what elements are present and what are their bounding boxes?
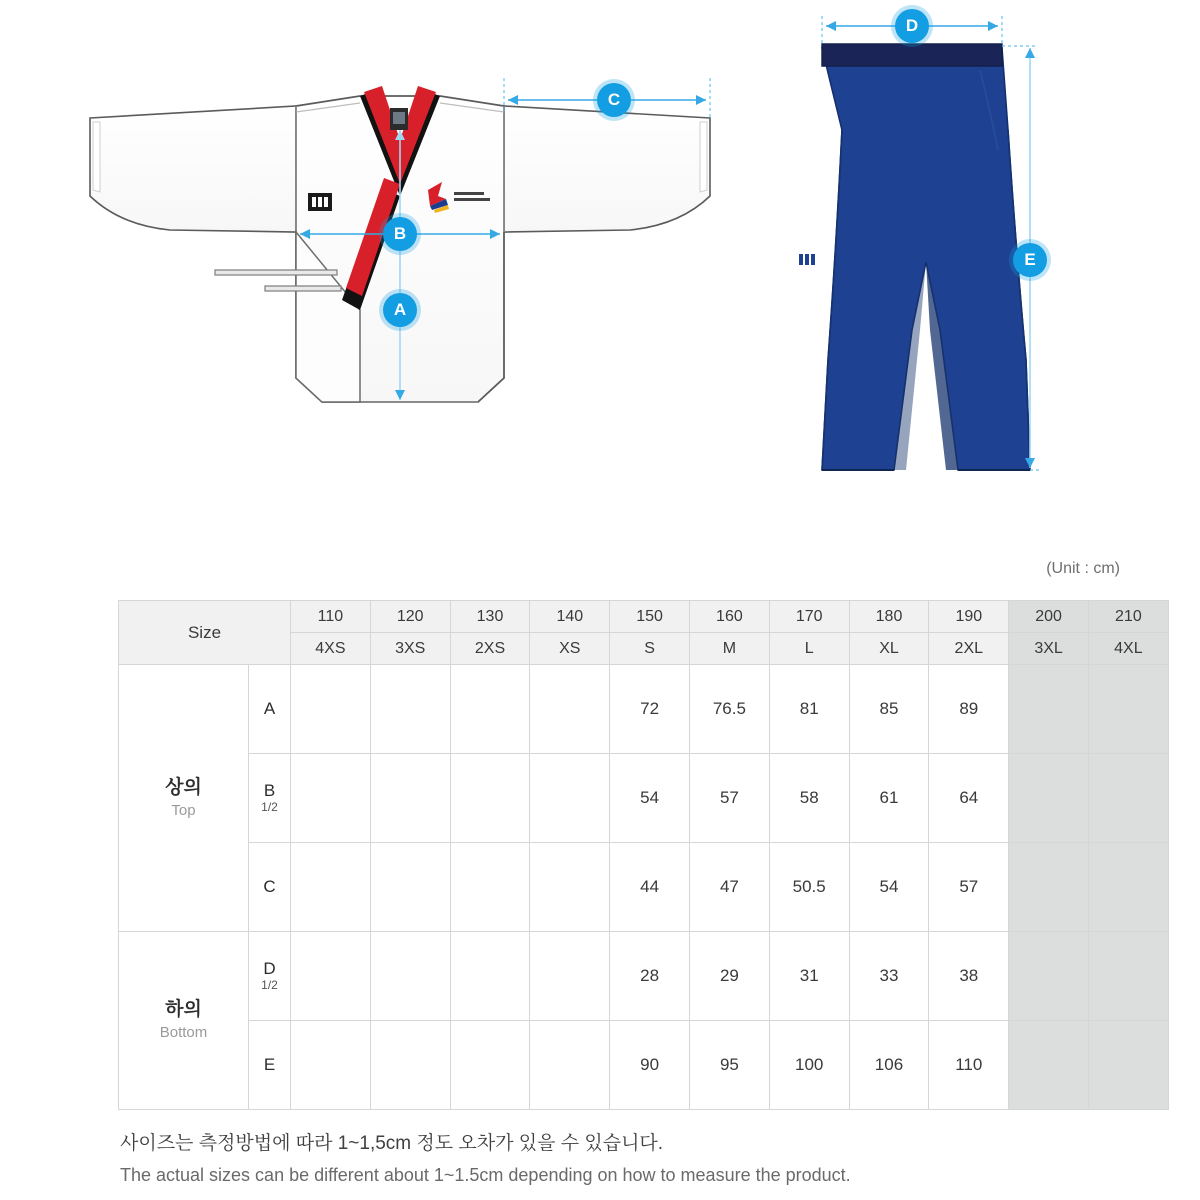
size-number-header: 110 — [291, 601, 371, 633]
measure-code-cell — [249, 843, 291, 932]
measurement-cell — [1088, 754, 1168, 843]
group-label-ko: 상의 — [165, 776, 202, 798]
dimension-marker-a: A — [383, 293, 417, 327]
size-number-header: 180 — [849, 601, 929, 633]
measurement-cell — [530, 1021, 610, 1110]
measure-code: C — [263, 876, 276, 896]
size-number-header: 130 — [450, 601, 530, 633]
measurement-cell — [1088, 665, 1168, 754]
measurement-cell: 29 — [690, 932, 770, 1021]
diagram-area — [0, 0, 1200, 540]
size-letter-header: 3XS — [370, 633, 450, 665]
size-number-header: 120 — [370, 601, 450, 633]
measurement-cell — [1009, 932, 1089, 1021]
group-label-bottom — [119, 932, 249, 1110]
measurement-cell — [1088, 932, 1168, 1021]
measure-code-cell — [249, 665, 291, 754]
size-header-label: Size — [119, 601, 291, 665]
measurement-cell — [1088, 843, 1168, 932]
pants-diagram — [740, 0, 1180, 520]
pants-outline — [822, 44, 1030, 470]
size-number-header: 200 — [1009, 601, 1089, 633]
measurement-cell: 100 — [769, 1021, 849, 1110]
measurement-cell — [1009, 665, 1089, 754]
dimension-marker-d: D — [895, 9, 929, 43]
dimension-marker-b: B — [383, 217, 417, 251]
mooto-logo-icon — [308, 193, 332, 211]
group-label-en: Bottom — [159, 1024, 208, 1041]
size-number-header: 190 — [929, 601, 1009, 633]
measurement-cell: 90 — [610, 1021, 690, 1110]
size-letter-header: 4XL — [1088, 633, 1168, 665]
measurement-cell — [450, 932, 530, 1021]
size-letter-header: 2XS — [450, 633, 530, 665]
size-number-header: 210 — [1088, 601, 1168, 633]
group-label-ko: 하의 — [165, 999, 202, 1021]
table-row — [119, 754, 1169, 843]
measurement-cell: 28 — [610, 932, 690, 1021]
measurement-cell: 81 — [769, 665, 849, 754]
measure-code-cell — [249, 754, 291, 843]
measurement-cell — [370, 754, 450, 843]
measurement-cell — [291, 1021, 371, 1110]
size-letter-header: 4XS — [291, 633, 371, 665]
measurement-cell — [530, 754, 610, 843]
measure-code: A — [263, 698, 276, 718]
measurement-cell — [291, 932, 371, 1021]
measurement-cell — [530, 932, 610, 1021]
measurement-cell — [291, 665, 371, 754]
measurement-cell — [1088, 1021, 1168, 1110]
measurement-cell — [450, 754, 530, 843]
size-chart-table-wrap — [118, 600, 1143, 1110]
measurement-cell: 89 — [929, 665, 1009, 754]
measurement-cell: 54 — [849, 843, 929, 932]
measurement-cell: 95 — [690, 1021, 770, 1110]
measurement-cell: 50.5 — [769, 843, 849, 932]
jacket-diagram — [60, 0, 740, 520]
measurement-cell — [370, 665, 450, 754]
table-row — [119, 843, 1169, 932]
table-row — [119, 665, 1169, 754]
table-body — [119, 665, 1169, 1110]
size-chart-table — [118, 600, 1169, 1110]
dimension-marker-e: E — [1013, 243, 1047, 277]
measure-code: E — [263, 1054, 276, 1074]
measurement-cell: 31 — [769, 932, 849, 1021]
footnote-english: The actual sizes can be different about 1~1.5cm depending on how to measure the product. — [120, 1165, 851, 1185]
size-number-header: 140 — [530, 601, 610, 633]
measure-code-fraction: 1/2 — [261, 800, 278, 815]
group-label-top — [119, 665, 249, 932]
measurement-cell: 38 — [929, 932, 1009, 1021]
measurement-cell: 33 — [849, 932, 929, 1021]
group-label-en: Top — [171, 801, 196, 819]
measurement-cell: 58 — [769, 754, 849, 843]
measurement-cell: 76.5 — [690, 665, 770, 754]
measurement-cell: 47 — [690, 843, 770, 932]
size-letter-header: 3XL — [1009, 633, 1089, 665]
measure-code: D — [263, 958, 276, 978]
size-letter-header: L — [769, 633, 849, 665]
measure-code-cell — [249, 1021, 291, 1110]
measurement-cell — [530, 843, 610, 932]
measurement-cell: 106 — [849, 1021, 929, 1110]
measurement-cell — [291, 843, 371, 932]
size-letter-header: XS — [530, 633, 610, 665]
measurement-cell — [450, 843, 530, 932]
mooto-logo-icon — [795, 250, 819, 269]
measurement-cell — [370, 1021, 450, 1110]
jacket-svg — [60, 0, 740, 520]
dimension-marker-c: C — [597, 83, 631, 117]
measurement-cell — [450, 665, 530, 754]
size-letter-header: XL — [849, 633, 929, 665]
measurement-cell — [291, 754, 371, 843]
size-letter-header: 2XL — [929, 633, 1009, 665]
size-number-header: 160 — [690, 601, 770, 633]
footnotes — [120, 1128, 1120, 1186]
measurement-cell — [450, 1021, 530, 1110]
measurement-cell — [370, 843, 450, 932]
table-header — [119, 601, 1169, 665]
measurement-cell — [530, 665, 610, 754]
measure-code-fraction: 1/2 — [261, 978, 278, 993]
measure-code-cell — [249, 932, 291, 1021]
measurement-cell: 110 — [929, 1021, 1009, 1110]
measure-code: B — [263, 780, 276, 800]
table-row — [119, 932, 1169, 1021]
measurement-cell: 44 — [610, 843, 690, 932]
pants-svg — [740, 0, 1180, 520]
measurement-cell: 64 — [929, 754, 1009, 843]
measurement-cell — [370, 932, 450, 1021]
footnote-korean: 사이즈는 측정방법에 따라 1~1,5cm 정도 오차가 있을 수 있습니다. — [120, 1133, 664, 1154]
measurement-cell — [1009, 843, 1089, 932]
measurement-cell: 57 — [929, 843, 1009, 932]
measurement-cell — [1009, 1021, 1089, 1110]
measurement-cell: 61 — [849, 754, 929, 843]
size-number-header: 150 — [610, 601, 690, 633]
measurement-cell: 54 — [610, 754, 690, 843]
unit-note: (Unit : cm) — [1046, 560, 1120, 577]
measurement-cell — [1009, 754, 1089, 843]
size-letter-header: S — [610, 633, 690, 665]
measurement-cell: 57 — [690, 754, 770, 843]
measurement-cell: 72 — [610, 665, 690, 754]
size-letter-header: M — [690, 633, 770, 665]
table-row — [119, 1021, 1169, 1110]
header-row-numbers — [119, 601, 1169, 633]
size-number-header: 170 — [769, 601, 849, 633]
measurement-cell: 85 — [849, 665, 929, 754]
